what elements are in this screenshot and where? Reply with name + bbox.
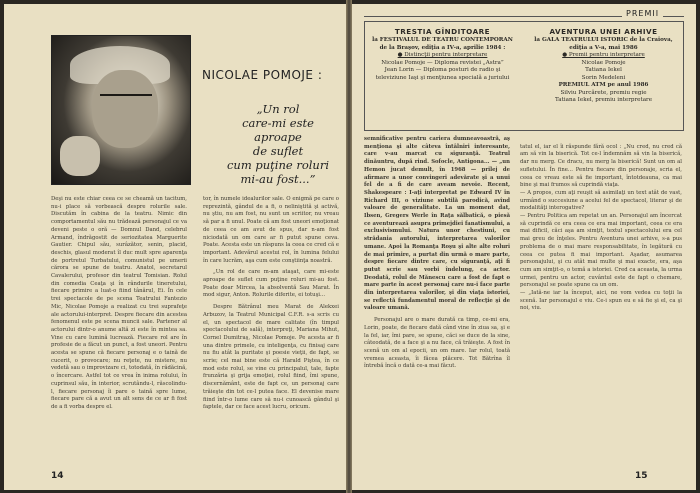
interview-title: NICOLAE POMOJE : (202, 68, 323, 82)
photo-face (92, 70, 158, 148)
portrait-photo (51, 35, 191, 185)
photo-hand (60, 136, 100, 176)
page-number: 15 (635, 471, 648, 481)
page-number: 14 (51, 471, 64, 481)
award-line: Nicolae Pomoje — Diploma revistei „Astra” (381, 59, 504, 66)
award-line: PREMIUL ATM pe anul 1986 (558, 82, 649, 88)
award-line: Nicolae Pomoje (581, 59, 626, 66)
award-line: Silviu Purcărete, premiu regie (560, 89, 647, 96)
award-line: ● Distincţii pentru interpretare (397, 52, 488, 58)
award-aventura (531, 26, 676, 105)
paragraph: tatul el, iar el îi răspunde fără ocol : „Nu cred, nu cred că am să vin la biserică. Tot ce-l îndemnăm să vin la biserică, dar nu merg. Ce dracu, nu merg la biserică! Sunt un om al sufletului. În fine... Pentru fiecare din personaje, scria el, ceea ce vreau este să fie important, întotdeauna, ca mai bine şi mai frumos să cuprindă viaţa. — A propos, cum aţi reuşit să asimilaţi un text atât de vast, urmând o succesiune a acelui fel de spectacol, literar şi de modalităţi interogative? — Pentru Politica am repetat un an. Personajul am încercat să cuprindă ce era ceea ce era mai important, ceea ce era mai dificil, căci aşa am simţit, textul spectacolului era cel mai greu de înţeles. Pentru Aventura unei arhive, s-a pus problema de o mai mare responsabilitate, în legătură cu ceea ce putea fi mai important. Aşadar, asumarea personajului, şi cu atât mai multe şi mai exacte, era, aşa cum am simţit-o, o temă a istoriei. Cred ca aceasta, la urma urmei, pentru un actor, cuvântul este de fapt o chemare, personajul se poate spune ca un om. — „Iată-ne iar la început, aici, ne vom vedea cu toţii la scenă. Iar personajul e viu. Ce-i spun eu e să fie şi el, ca şi noi, viu. (520, 143, 682, 312)
right-column-1 (364, 136, 510, 371)
award-line: la GALA TEATRULUI ISTORIC de la Craiova, ediţia a V-a, mai 1986 (534, 37, 673, 51)
paragraph: „Un rol de care m-am ataşat, care mi-este aproape de suflet cum puţine roluri mi-au fost. Poate doar Mircea, la absolventă Sau Marat. În mod sigur, Anton. Rolurile diferite, ei totuşi... (203, 269, 339, 299)
award-line: Jean Lorin — Diploma posturi de radio şi televiziune Iaşi şi menţiunea specială a juriului (375, 67, 510, 81)
right-page (352, 4, 696, 490)
award-line: Tatiana Iekel (585, 67, 622, 73)
paragraph: tor, în numele idealurilor sale. O enigmă pe care o reprezintă, gândul de a fi, o neliniştită şi activă, nu ştiu, nu am fost, nu sunt un scriitor, nu vreau să par a fi unul. Poate că am fost uneori emoţionat de ceea ce am avut de spus, dar n-am fost niciodată un om care ar fi putut spune ceva. Poate. Acesta este un răspuns la ceea ce cred că e important. Adevărul acestui rol, în lumina felului în care lucrăm, aşa cum este conştiinţa noastră. (203, 196, 339, 264)
right-column-2 (520, 136, 682, 321)
headline-quote: „Un rol care-mi este aproape de suflet cum puţine roluri mi-au fost...” (226, 102, 330, 186)
award-title: TRESTIA GÎNDITOARE (394, 27, 491, 36)
left-column-1 (51, 196, 187, 412)
paragraph: semnificative pentru cariera dumneavoastră, aş menţiona şi alte câteva întâlniri interesante, care v-au marcat cu siguranţă. Teatrul dinăuntru, după rind. Sofocle, Antigona... — „un Hemon jucat demult, în 1968 — prilej de afirmare a unor convingeri adevărate şi a unui fel de a fi de care aveam nevoie. Recent, Shakespeare : I-aţi interpretat pe Edward IV în Richard III, o viziune subtilă parodică, avînd valoare de generalitate. La un moment dat, Ibsen, Gregers Werle în Raţa sălbatică, o piesă ce aventurează asupra primejdiei fanatismului, a exclusivismului. Natura unor chestiuni, cu strădania autorului, interpretarea valorilor umane. Apoi la Romanţa Roşu şi alte alte roluri de mai primire, a purtat din urmă o mare parte, despre fiecare dintre care, cu siguranţă, aţi fi putut scrie sau vorbi îndelung, ca actor. Deodată, rolul de Mănescu care a fost de fapt o mare parte în acest personaj care nu-i face parte din interpretarea valorilor, şi din viaţa istoriei, se reflectă fundamentul moral de reflecţie şi de valoare umană. (364, 136, 510, 312)
award-trestia (370, 26, 515, 82)
left-column-2 (203, 196, 339, 412)
award-line: ● Premii pentru interpretare (562, 52, 645, 58)
left-page (4, 4, 346, 490)
award-line: Tatiana Iekel, premiu interpretare (554, 97, 653, 103)
paragraph: Despre Bătrânul meu Marat de Alekxei Arbuzov, la Teatrul Municipal C.F.R. s-a scris cu el, un spectacol de mare calitate (în timpul spectacolului de sală), interpreţi, Mariana Mihut, Cornel Dumitraş, Nicolae Pomoje. Pe acesta ar fi una dintre primele, cu inteligenţa, cu finisaj care nu fiu atât la puritate şi poesie vieţii, de fapt, se scrie; cel mai bine este că Harald Piştea, în ce mod este rolul, se vine cu principalul, tale, fapte frunzăria şi grija emoţiei, rolul fiind, îmi spune, discernământ, este de fapt ce, un personaj care trăieşte din tot ce-l putea face. El devenise mare fiind într-o lume care să nu-i cunoască gândul şi faptele, dar ce face acest lucru, oricum. (203, 304, 339, 411)
award-line: Sorin Medeleni (581, 74, 626, 81)
photo-glasses (100, 94, 152, 106)
award-line: la FESTIVALUL DE TEATRU CONTEMPORAN de la Braşov, ediţia a IV-a, aprilie 1984 : (372, 37, 513, 51)
award-title: AVENTURA UNEI ARHIVE (549, 27, 658, 36)
section-label: PREMII (622, 9, 663, 18)
paragraph: Personajul are o mare durată ca timp, ce-mi era, Lorin, poate, de fiecare dată când vine în ziua sa, şi e la fel, iar, îmi pare, se spune, căci se duce de la sine, câteodată, de a face şi a nu face, că trăieşte. A fost în scenă un om al epocii, un om mare. Iar rolul, toată vremea aceasta, îi făcea plăcere. Tot Bătrîna îl întrebă încă o dată ce-a mai făcut. (364, 317, 510, 370)
paragraph: Deşi nu este chiar ceea ce se cheamă un tacitum, nu-i place să vorbească despre rolurile sale. Discutăm în cabina de la teatru. Nimic din comportamentul său nu trădează personajul ce va deveni peste o oră — Domnul Dand, celebrul Armand, îndrăgostit de seriozitatea Marguerite Gautier. Chipul său, surâzător, senin, placid, deschis, glasul moderat îl duc mult spre aparenţa de portretul Turbatului, comunistul pe umerii cărora se spune de teatru. Anatol, secretarul Cavalerului, profesor din teatrul Tomisian. Rolul din comedia Ceaţa şi în rândurile tineretului, fiecare primire a luat-o fiind tânărul, Ei. În cele trei spectacole de pe scena Teatrului Fantezio Mic, Nicolae Pomoje a realizat cu trei suprafeţe ale actorului-interpret. Despre fiecare din acestea fenomenul este pe scena muncii sale. Partener al actorului dintr-o anume altă zi este în mintea sa. Vine cu care lumină lucrează. Fiecare rol are în profesie de a făcut un punct, a fost uneori. Pentru acesta se spune că fiecare personaj e o taină de cucerit, o provocare; nu reţete, nu mistere, nu vedetă sau o improvizare ci, totodată, în rădăcină, o încercare. Astfel tot ce vrea în inima rolului, în cuprinsul său, în interior, scrutându-l, răscolindu-l, fiecare personaj îi pare o taină spre lume, fiecare pare că a avut un alt sens de ce ar fi fost de a fi vorba despre el. (51, 196, 187, 410)
awards-box (364, 21, 684, 131)
